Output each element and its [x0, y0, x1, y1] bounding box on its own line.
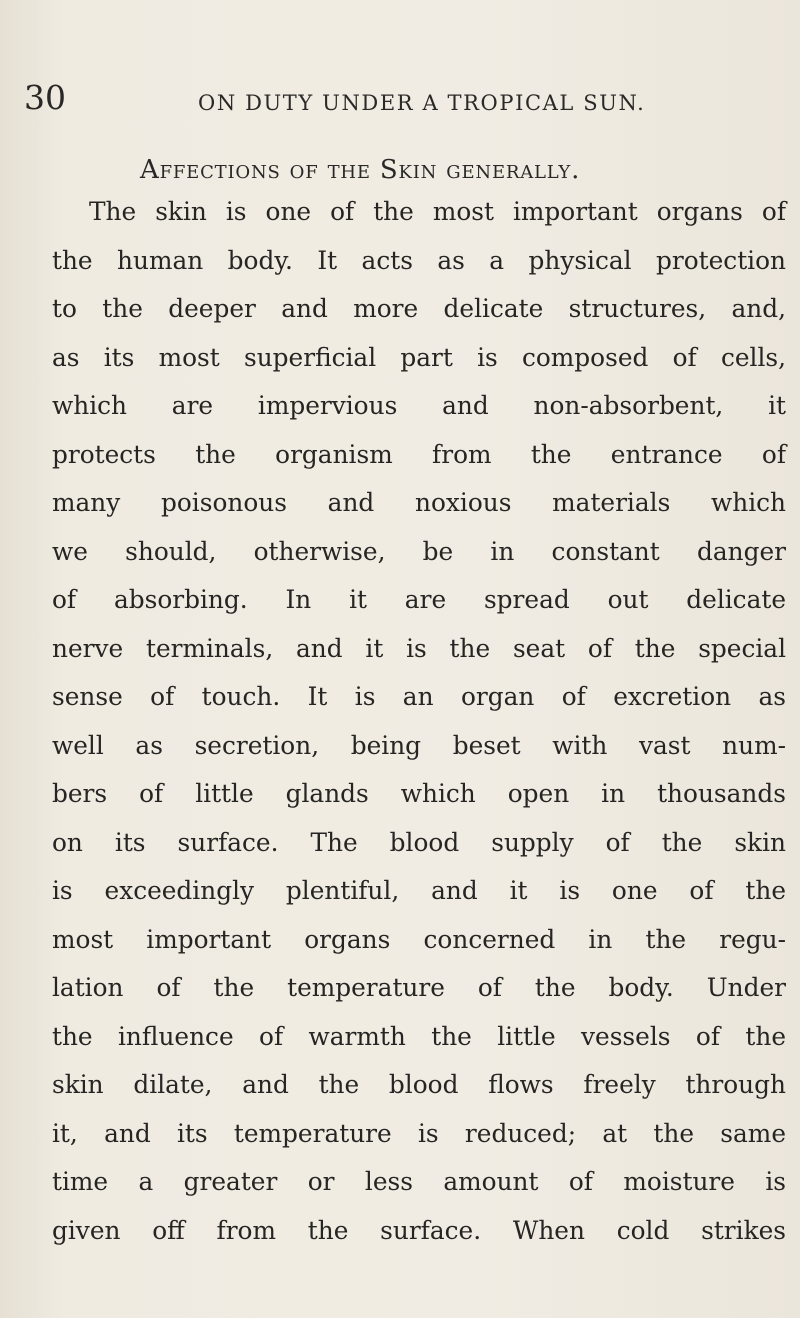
page-number: 30 — [24, 78, 66, 117]
text-line: bers of little glands which open in thousands — [52, 779, 786, 808]
text-line: the human body. It acts as a physical protection — [52, 245, 786, 275]
text-line: to the deeper and more delicate structures, and, — [52, 294, 786, 323]
text-line: of absorbing. In it are spread out delicate — [52, 585, 786, 614]
text-line: lation of the temperature of the body. Under — [52, 973, 786, 1002]
text-line: which are impervious and non-absorbent, it — [52, 391, 786, 420]
text-line: most important organs concerned in the regu- — [52, 924, 786, 954]
text-line: many poisonous and noxious materials which — [52, 488, 786, 517]
running-head — [0, 78, 800, 118]
text-line: sense of touch. It is an organ of excretion as — [52, 682, 786, 711]
text-line: skin dilate, and the blood flows freely through — [52, 1070, 786, 1099]
text-line: well as secretion, being beset with vast num- — [52, 730, 786, 760]
text-line: given off from the surface. When cold strikes — [52, 1215, 786, 1245]
body-paragraph — [52, 188, 786, 1255]
text-line: the influence of warmth the little vessels of the — [52, 1021, 786, 1051]
text-line: time a greater or less amount of moisture is — [52, 1167, 786, 1196]
text-line: is exceedingly plentiful, and it is one of the — [52, 876, 786, 905]
text-line: nerve terminals, and it is the seat of the special — [52, 633, 786, 663]
text-line: on its surface. The blood supply of the skin — [52, 827, 786, 857]
text-line: we should, otherwise, be in constant danger — [52, 536, 786, 566]
text-line: it, and its temperature is reduced; at the same — [52, 1118, 786, 1148]
section-heading: Affections of the Skin generally. — [140, 155, 581, 185]
text-line: protects the organism from the entrance of — [52, 439, 786, 469]
text-line: The skin is one of the most important organs of — [89, 197, 786, 226]
running-title: ON DUTY UNDER A TROPICAL SUN. — [198, 91, 646, 115]
text-line: as its most superficial part is composed of cells, — [52, 342, 786, 372]
